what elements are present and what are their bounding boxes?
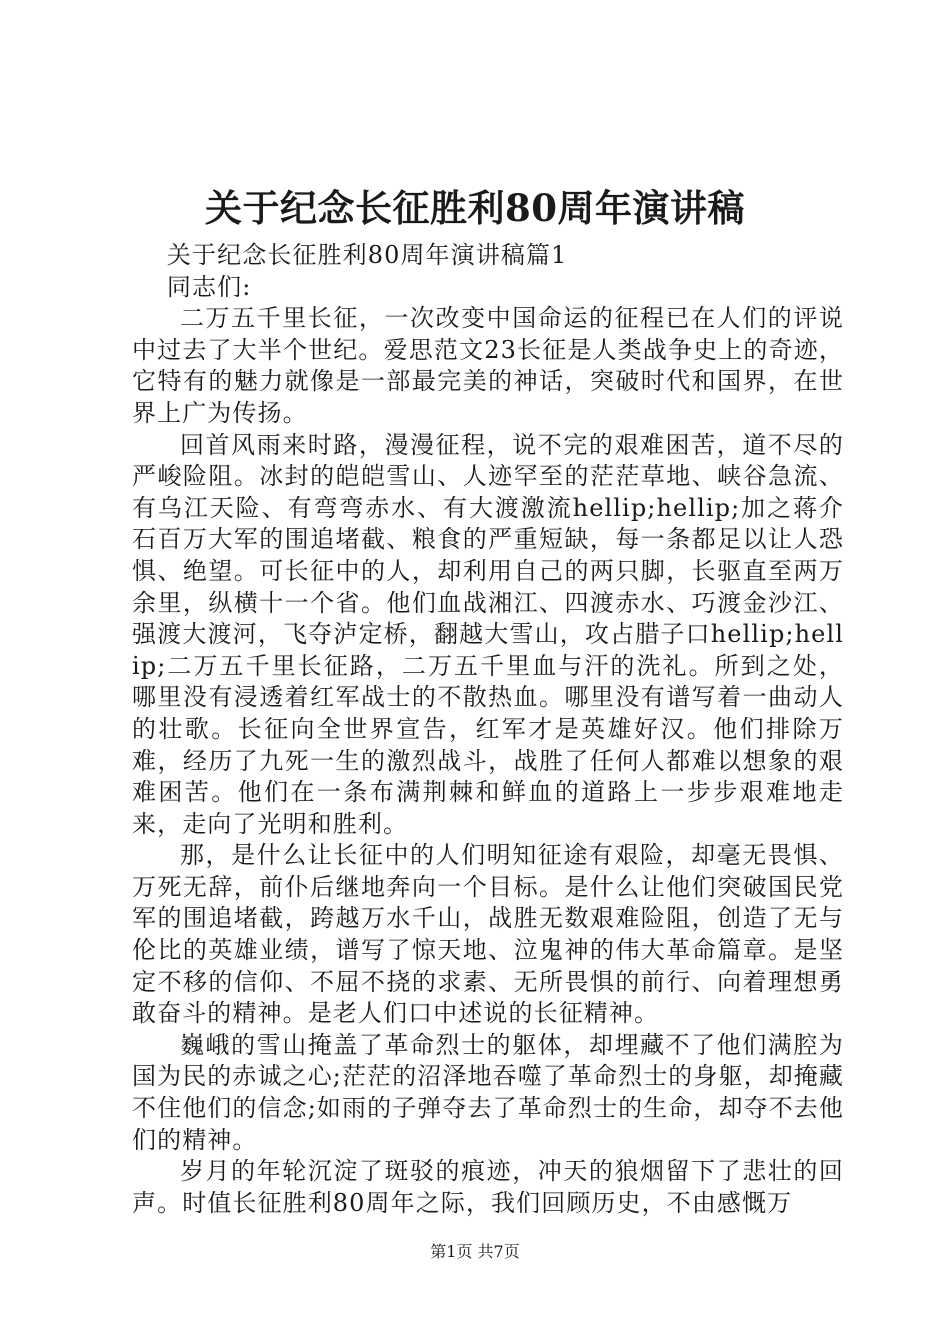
paragraph: 岁月的年轮沉淀了斑驳的痕迹，冲天的狼烟留下了悲壮的回声。时值长征胜利80周年之际，我们回顾历史，不由感慨万 <box>132 1157 844 1217</box>
section-heading-text: 关于纪念长征胜利80周年演讲稿篇1 <box>166 241 568 269</box>
document-title: 关于纪念长征胜利80周年演讲稿 <box>205 186 745 230</box>
salutation <box>132 272 844 304</box>
paragraph: 巍峨的雪山掩盖了革命烈士的躯体，却埋藏不了他们满腔为国为民的赤诚之心;茫茫的沼泽地吞噬了革命烈士的身躯，却掩藏不住他们的信念;如雨的子弹夺去了革命烈士的生命，却夺不去他们的精神。 <box>132 1030 844 1154</box>
page-footer: 第1页 共7页 <box>430 1242 520 1261</box>
section-heading <box>132 240 844 272</box>
document-body <box>132 240 844 1219</box>
salutation-text: 同志们: <box>166 272 252 301</box>
paragraph: 那，是什么让长征中的人们明知征途有艰险，却毫无畏惧、万死无辞，前仆后继地奔向一个目标。是什么让他们突破国民党军的围追堵截，跨越万水千山，战胜无数艰难险阻，创造了无与伦比的英雄业绩，谱写了惊天地、泣鬼神的伟大革命篇章。是坚定不移的信仰、不屈不挠的求素、无所畏惧的前行、向着理想勇敢奋斗的精神。是老人们口中述说的长征精神。 <box>132 841 844 1028</box>
paragraph: 二万五千里长征，一次改变中国命运的征程已在人们的评说中过去了大半个世纪。爱思范文23长征是人类战争史上的奇迹，它特有的魅力就像是一部最完美的神话，突破时代和国界，在世界上广为传扬。 <box>132 304 844 427</box>
paragraph: 回首风雨来时路，漫漫征程，说不完的艰难困苦，道不尽的严峻险阻。冰封的皑皑雪山、人迹罕至的茫茫草地、峡谷急流、有乌江天险、有弯弯赤水、有大渡激流hellip;hellip;加之蒋介石百万大军的围追堵截、粮食的严重短缺，每一条都足以让人恐惧、绝望。可长征中的人，却利用自己的两只脚，长驱直至两万余里，纵横十一个省。他们血战湘江、四渡赤水、巧渡金沙江、强渡大渡河，飞夺泸定桥，翻越大雪山，攻占腊子口hellip;hellip;二万五千里长征路，二万五千里血与汗的洗礼。所到之处，哪里没有浸透着红军战士的不散热血。哪里没有谱写着一曲动人的壮歌。长征向全世界宣告，红军才是英雄好汉。他们排除万难，经历了九死一生的激烈战斗，战胜了任何人都难以想象的艰难困苦。他们在一条布满荆棘和鲜血的道路上一步步艰难地走来，走向了光明和胜利。 <box>132 430 844 838</box>
